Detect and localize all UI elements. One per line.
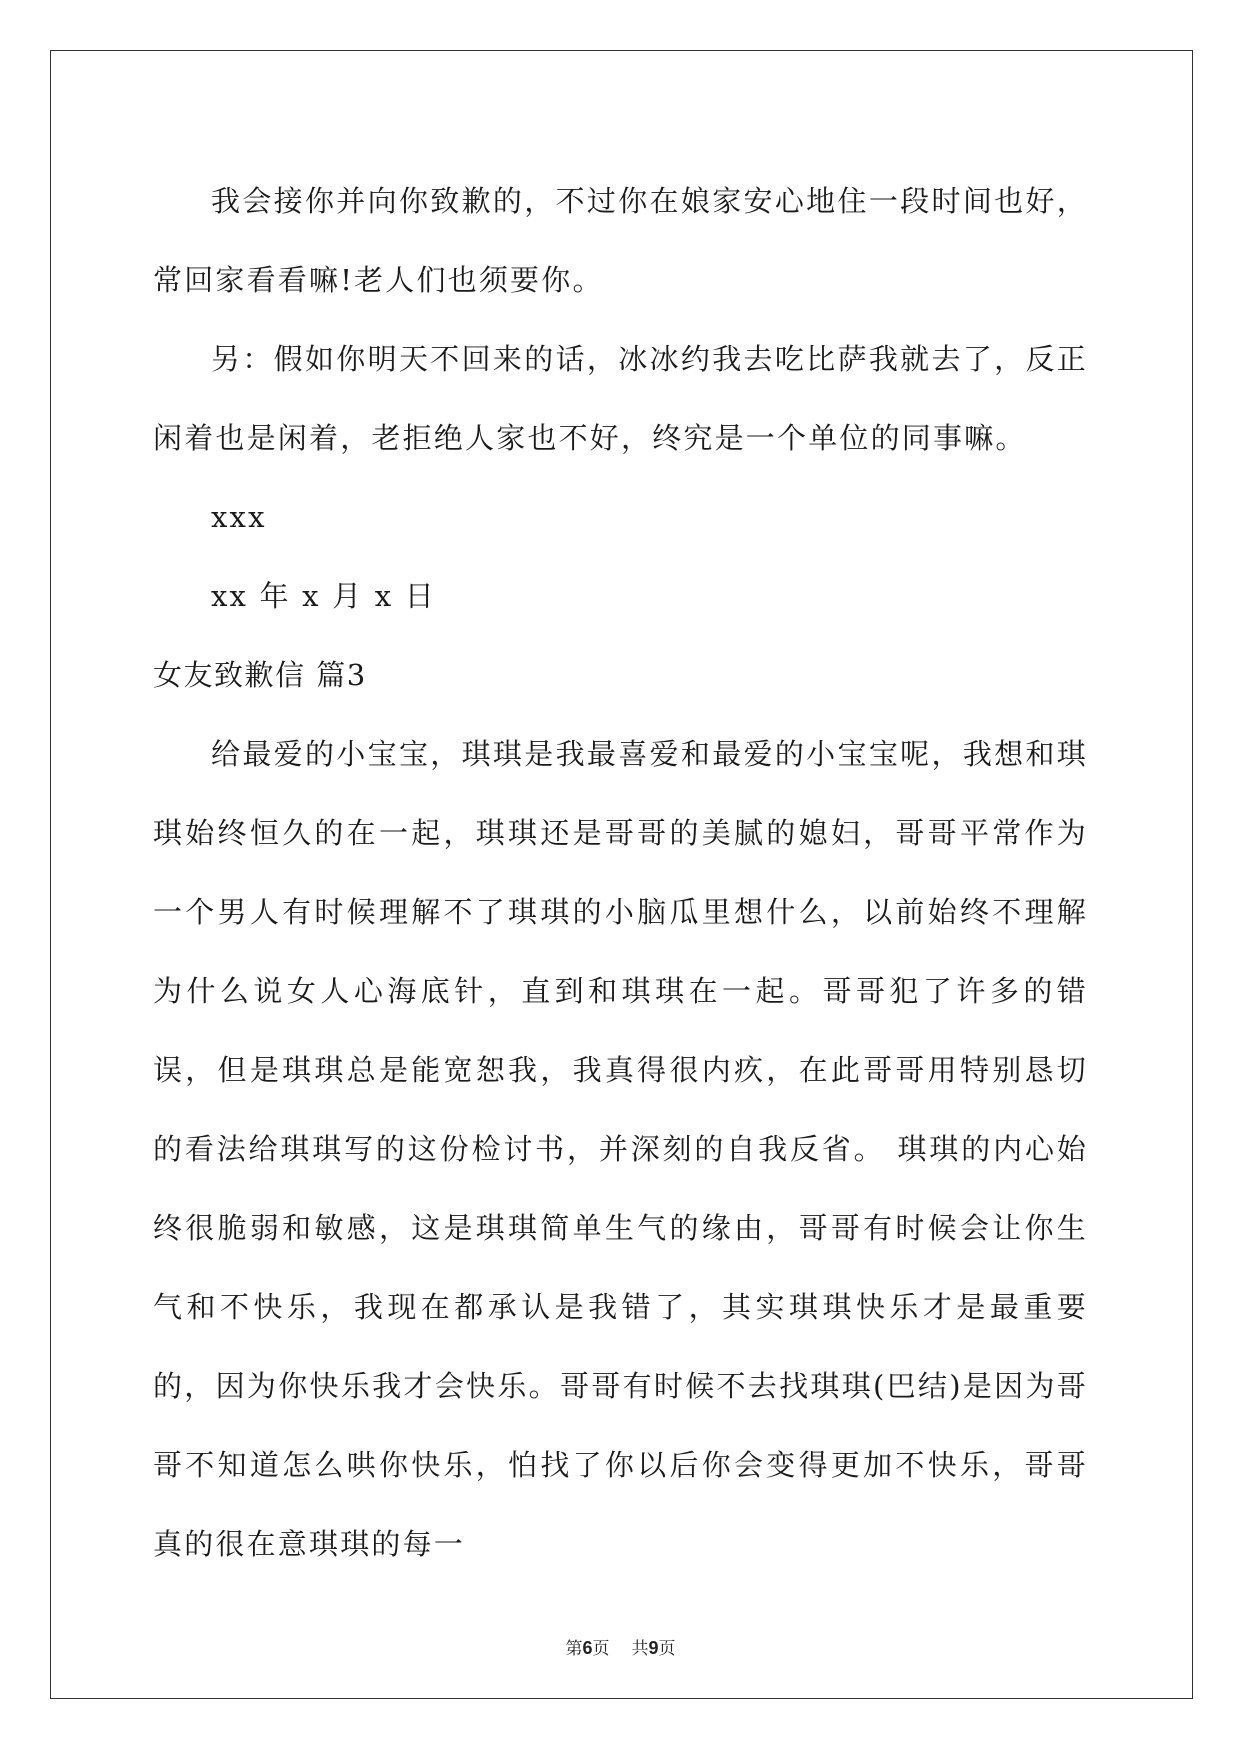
- page-prefix: 第: [565, 1639, 583, 1659]
- total-prefix: 共: [631, 1639, 649, 1659]
- total-suffix: 页: [658, 1639, 676, 1659]
- section-heading: 女友致歉信 篇3: [153, 658, 367, 692]
- document-body: [153, 162, 1088, 1584]
- page-suffix: 页: [592, 1639, 610, 1659]
- page-footer: [0, 1634, 1241, 1659]
- current-page-number: 6: [582, 1638, 593, 1658]
- body-paragraph: 给最爱的小宝宝，琪琪是我最喜爱和最爱的小宝宝呢，我想和琪琪始终恒久的在一起，琪琪还是哥哥的美腻的媳妇，哥哥平常作为一个男人有时候理解不了琪琪的小脑瓜里想什么，以前始终不理解为什么说女人心海底针，直到和琪琪在一起。哥哥犯了许多的错误，但是琪琪总是能宽恕我，我真得很内疚，在此哥哥用特别恳切的看法给琪琪写的这份检讨书，并深刻的自我反省。 琪琪的内心始终很脆弱和敏感，这是琪琪简单生气的缘由，哥哥有时候会让你生气和不快乐，我现在都承认是我错了，其实琪琪快乐才是最重要的，因为你快乐我才会快乐。哥哥有时候不去找琪琪(巴结)是因为哥哥不知道怎么哄你快乐，怕找了你以后你会变得更加不快乐，哥哥真的很在意琪琪的每一: [153, 737, 1088, 1561]
- paragraph-apology-return: 我会接你并向你致歉的，不过你在娘家安心地住一段时间也好，常回家看看嘛!老人们也须要你。: [153, 184, 1088, 297]
- signature: xxx: [211, 500, 267, 534]
- total-pages-number: 9: [648, 1638, 659, 1658]
- paragraph-postscript: 另：假如你明天不回来的话，冰冰约我去吃比萨我就去了，反正闲着也是闲着，老拒绝人家也不好，终究是一个单位的同事嘛。: [153, 342, 1088, 455]
- date-line: xx 年 x 月 x 日: [211, 579, 436, 613]
